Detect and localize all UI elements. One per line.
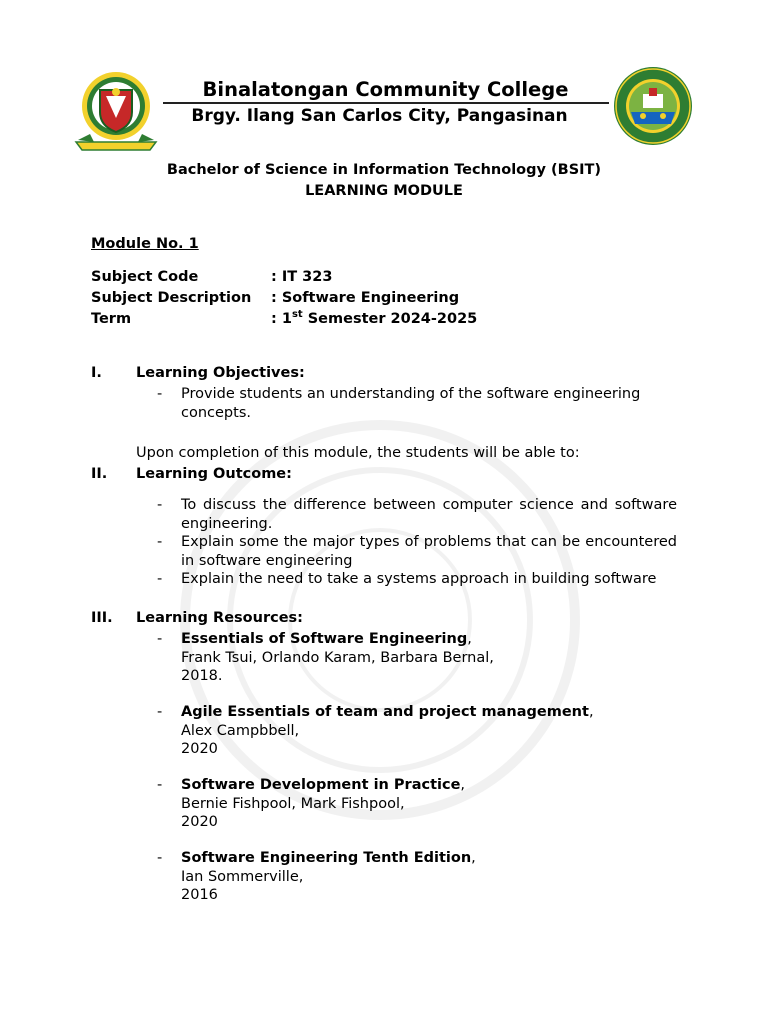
resource-year: 2018.	[181, 668, 223, 684]
resource-authors: Bernie Fishpool, Mark Fishpool,	[181, 795, 405, 812]
subject-description-label: Subject Description	[91, 290, 252, 306]
subject-description-value: : Software Engineering	[271, 290, 460, 306]
bullet: -	[157, 631, 163, 647]
program-title: Bachelor of Science in Information Technology (BSIT)	[166, 162, 602, 178]
bullet: -	[157, 497, 163, 513]
college-seal-icon	[74, 70, 158, 152]
module-number: Module No. 1	[91, 236, 199, 252]
document-header	[0, 66, 768, 156]
completion-text: Upon completion of this module, the students will be able to:	[136, 445, 580, 461]
bullet: -	[157, 386, 163, 402]
college-address: Brgy. Ilang San Carlos City, Pangasinan	[191, 106, 568, 126]
resource-authors: Alex Campbbell,	[181, 722, 300, 739]
section-title-outcome: Learning Outcome:	[136, 466, 292, 482]
section-number-resources: III.	[91, 610, 113, 626]
resource-year: 2016	[181, 887, 218, 903]
bullet: -	[157, 777, 163, 793]
subject-code-value: : IT 323	[271, 269, 333, 285]
outcome-item: To discuss the difference between computer science and software engineering.	[181, 497, 677, 532]
resource-item: Agile Essentials of team and project management, Alex Campbbell, 2020	[181, 703, 677, 759]
module-type-title: LEARNING MODULE	[305, 183, 463, 199]
college-name: Binalatongan Community College	[202, 78, 569, 101]
resource-title: Software Engineering Tenth Edition	[181, 850, 472, 866]
section-title-objectives: Learning Objectives:	[136, 365, 305, 381]
subject-code-label: Subject Code	[91, 269, 199, 285]
resource-item: Software Engineering Tenth Edition, Ian Sommerville, 2016	[181, 849, 677, 905]
resource-title: Essentials of Software Engineering	[181, 631, 468, 647]
resource-title: Software Development in Practice	[181, 777, 461, 793]
city-seal-icon	[613, 66, 693, 146]
outcome-item: Explain some the major types of problems that can be encountered in software engineering	[181, 534, 677, 569]
section-number-outcome: II.	[91, 466, 108, 482]
header-rule	[163, 102, 609, 104]
bullet: -	[157, 571, 163, 587]
objective-item: Provide students an understanding of the software engineering concepts.	[181, 386, 641, 421]
section-number-objectives: I.	[91, 365, 102, 381]
section-title-resources: Learning Resources:	[136, 610, 303, 626]
resource-year: 2020	[181, 741, 218, 757]
outcome-item: Explain the need to take a systems approach in building software	[181, 571, 657, 587]
resource-authors: Frank Tsui, Orlando Karam, Barbara Bernal,	[181, 649, 494, 666]
resource-authors: Ian Sommerville,	[181, 868, 304, 885]
bullet: -	[157, 534, 163, 550]
bullet: -	[157, 704, 163, 720]
resource-title: Agile Essentials of team and project management	[181, 704, 589, 720]
term-value: : 1st Semester 2024-2025	[271, 309, 478, 327]
bullet: -	[157, 850, 163, 866]
term-label: Term	[91, 311, 132, 327]
resource-year: 2020	[181, 814, 218, 830]
resource-item: Software Development in Practice, Bernie Fishpool, Mark Fishpool, 2020	[181, 776, 677, 832]
resource-item: Essentials of Software Engineering, Frank Tsui, Orlando Karam, Barbara Bernal, 2018.	[181, 630, 677, 686]
